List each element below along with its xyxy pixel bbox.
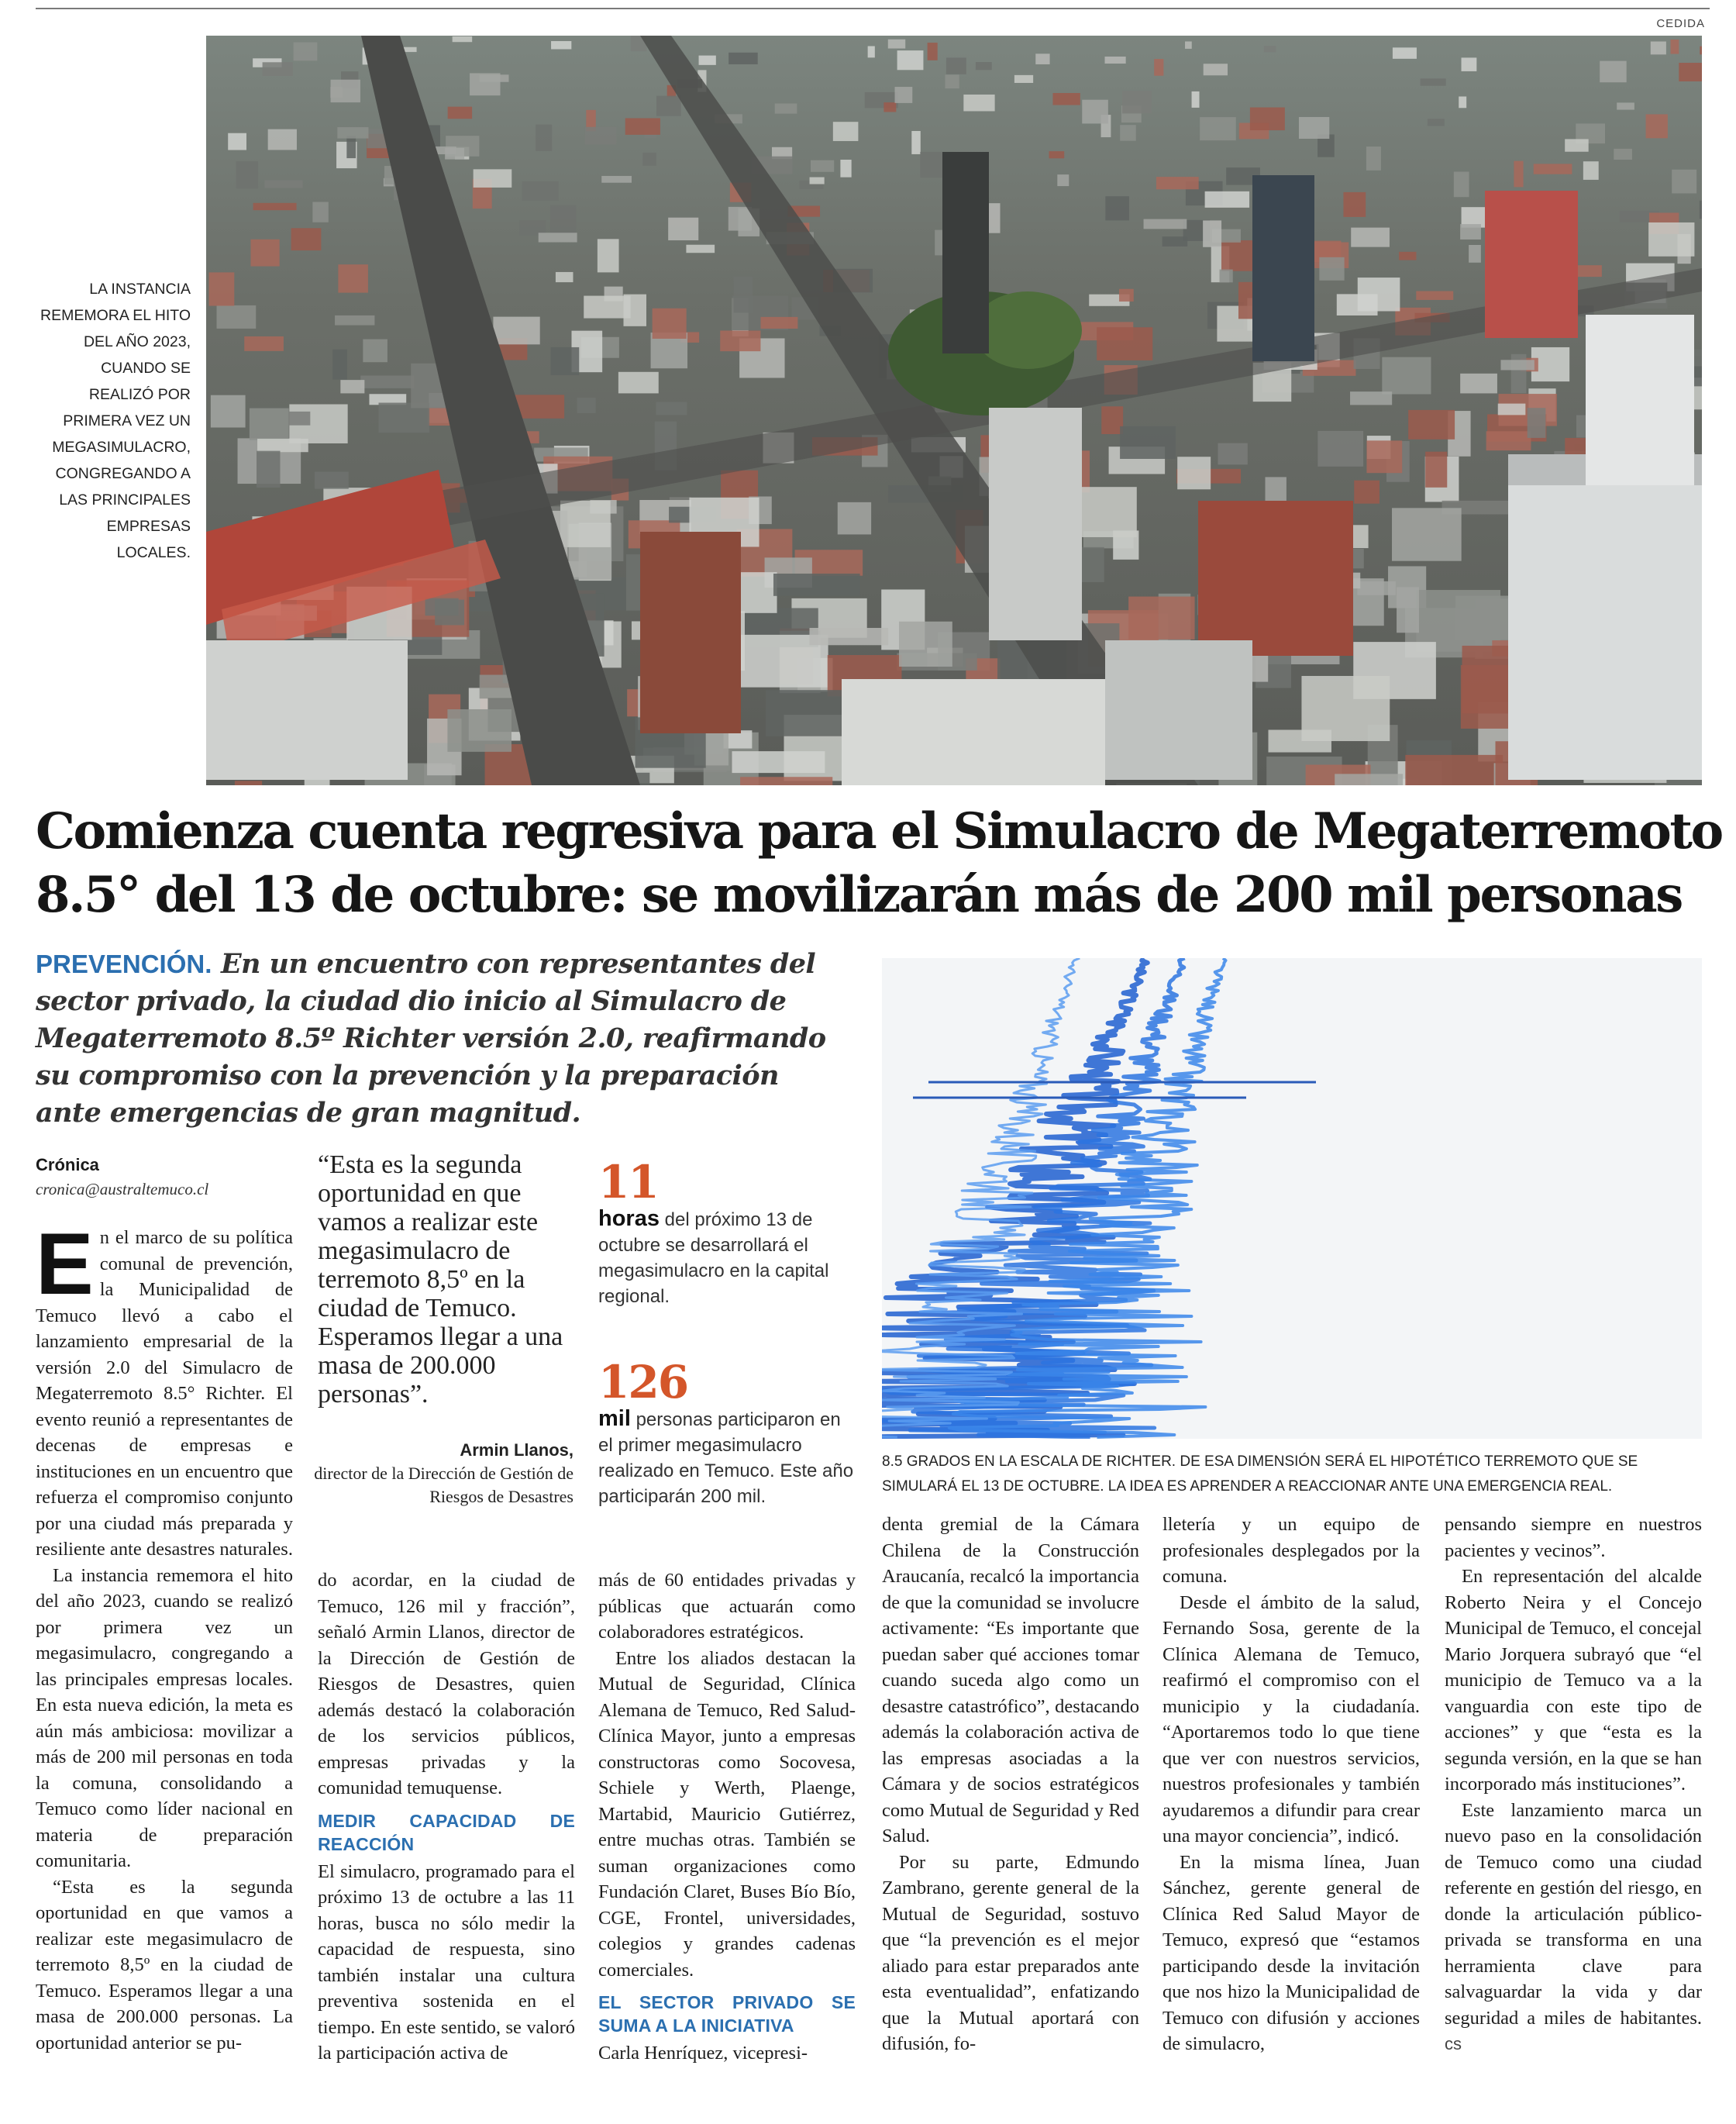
subheading: MEDIR CAPACIDAD DE REACCIÓN: [318, 1810, 575, 1854]
body-paragraph: Por su parte, Edmundo Zambrano, gerente general de la Mutual de Seguridad, sostuvo que “la prevención es el mejor aliado para estar preparados ante esta eventualidad”, enfatizando que la Mutual aportará con difusión, fo-: [882, 1851, 1139, 2054]
city-block: [1343, 192, 1366, 217]
city-block: [1097, 327, 1152, 360]
city-block: [1679, 63, 1702, 81]
city-block: [720, 330, 760, 351]
city-block: [1500, 360, 1534, 370]
city-block: [435, 147, 456, 154]
city-block: [840, 160, 851, 178]
city-block: [1600, 61, 1626, 83]
body-paragraph: Desde el ámbito de la salud, Fernando Sosa, gerente de la Clínica Alemana de Temuco, reafirmó el compromiso con el municipio y la ciudadanía. “Aportaremos todo lo que tiene que ver con nuestros servicios, nuestros profesionales y también ayudaremos a difundir para crear una mayor conciencia”, indicó.: [1162, 1591, 1420, 1846]
city-block: [536, 125, 552, 151]
city-block: [1082, 100, 1108, 124]
city-block: [1670, 40, 1679, 54]
city-block: [1428, 119, 1445, 126]
city-block: [656, 402, 687, 415]
city-block: [1035, 53, 1049, 64]
city-block: [1672, 170, 1696, 194]
city-block: [1204, 64, 1228, 75]
city-block: [1460, 374, 1497, 394]
city-block: [1319, 257, 1344, 281]
city-block: [618, 372, 659, 394]
city-block: [1565, 139, 1588, 151]
body-paragraph: más de 60 entidades privadas y públicas que actuarán como colaboradores estratégicos.: [598, 1570, 856, 1643]
city-block: [425, 598, 459, 615]
aerial-city-photo: [206, 36, 1702, 785]
city-block: [656, 96, 681, 116]
end-mark-icon: cs: [1445, 2034, 1462, 2053]
city-block: [1185, 41, 1192, 48]
seismograph-illustration: [882, 958, 1702, 1439]
city-block: [1144, 219, 1187, 229]
city-block: [1366, 440, 1402, 473]
city-block: [335, 315, 374, 326]
stat-text: horas del próximo 13 de octubre se desarrollará el megasimulacro en la capital regional.: [598, 1206, 829, 1307]
city-block: [1454, 171, 1469, 197]
city-block: [448, 107, 472, 119]
seismograph-photo: [882, 958, 1702, 1439]
city-block: [1392, 508, 1462, 560]
city-block: [584, 296, 630, 319]
city-block: [1192, 91, 1200, 108]
city-block: [1382, 357, 1431, 395]
city-block: [728, 53, 758, 64]
city-block: [1393, 47, 1417, 58]
byline-section: Crónica: [36, 1155, 99, 1174]
city-block: [577, 398, 596, 413]
city-block: [625, 118, 660, 134]
city-block: [1651, 42, 1666, 55]
city-block: [1119, 289, 1134, 302]
city-block: [522, 181, 559, 201]
city-block: [1486, 431, 1531, 450]
city-block: [1301, 676, 1390, 741]
drop-cap: E: [36, 1215, 94, 1312]
city-block: [1128, 597, 1194, 640]
quote-author-role: director de la Dirección de Gestión de Riesgos de Desastres: [314, 1464, 574, 1506]
city-block: [732, 751, 825, 773]
city-block: [346, 136, 356, 158]
body-paragraph: El simulacro, programado para el próximo 13 de octubre a las 11 horas, busca no sólo medir la capacidad de respuesta, sino también instalar una cultura preventiva sostenida en el tiempo. En este sentido, se valoró la participación activa de: [318, 1860, 575, 2064]
city-block: [244, 336, 284, 351]
city-block: [257, 451, 280, 488]
city-block: [728, 207, 752, 231]
city-block: [1105, 196, 1129, 220]
city-block: [453, 36, 473, 42]
city-block: [1350, 391, 1392, 405]
city-block: [235, 781, 262, 785]
city-block: [928, 43, 938, 60]
body-paragraph: La instancia rememora el hito del año 2023, cuando se realizó por primera vez un megasimulacro, congregando a las principales empresas locales. En esta nueva edición, la meta es aún más ambiciosa: movilizar a más de 200 mil personas en toda la comuna, consolidando a Temuco como líder nacional en materia de preparación comunitaria.: [36, 1564, 293, 1871]
city-block: [833, 122, 859, 141]
city-block: [1460, 224, 1481, 240]
city-block: [1220, 270, 1233, 283]
city-block: [331, 80, 360, 102]
city-block: [895, 87, 913, 103]
body-paragraph: Entre los aliados destacan la Mutual de Seguridad, Clínica Alemana de Temuco, Red Salud-Clínica Mayor, junto a empresas constructoras como Socovesa, Schiele y Werth, Plaengе, Martabid, Mauricio Gutiérrez, entre muchas otras. También se suman organizaciones como Fundación Claret, Buses Bío Bío, CGE, Frontel, universidades, colegios y grandes cadenas comerciales.: [598, 1647, 856, 1981]
city-block: [268, 129, 297, 150]
lead-kicker: PREVENCIÓN.: [36, 950, 212, 978]
city-block: [1583, 161, 1599, 180]
city-block: [1614, 149, 1632, 160]
city-block: [601, 176, 632, 183]
headline-line-1: Comienza cuenta regresiva para el Simulacro de Megaterremoto: [36, 802, 1722, 860]
city-block: [1648, 222, 1694, 257]
stat-box-hours: [598, 1158, 854, 1309]
city-block: [642, 153, 656, 166]
city-block: [1203, 220, 1221, 247]
city-block: [480, 74, 509, 81]
city-block: [1205, 191, 1249, 208]
body-paragraph: Carla Henríquez, vicepresi-: [598, 2043, 808, 2064]
city-block: [1335, 774, 1403, 785]
byline: [36, 1153, 315, 1202]
city-block: [1405, 755, 1503, 785]
city-block: [888, 40, 905, 49]
city-block: [773, 574, 860, 596]
city-block: [228, 133, 246, 150]
byline-email[interactable]: cronica@australtemuco.cl: [36, 1180, 209, 1198]
city-block: [1318, 431, 1363, 467]
city-block: [899, 622, 952, 667]
city-block: [294, 43, 318, 61]
city-block: [1528, 408, 1546, 438]
body-column-4: [882, 1512, 1139, 2057]
city-block: [1358, 278, 1400, 311]
city-block: [1177, 457, 1211, 489]
city-block: [1101, 406, 1123, 434]
city-block: [1156, 177, 1199, 189]
body-column-3: [598, 1567, 856, 2067]
body-paragraph: lletería y un equipo de profesionales desplegados por la comuna.: [1162, 1514, 1420, 1587]
body-paragraph: pensando siempre en nuestros pacientes y vecinos”.: [1445, 1514, 1702, 1561]
city-block: [911, 131, 920, 154]
stat-number: 11: [598, 1156, 658, 1209]
city-block: [668, 218, 698, 240]
city-block: [1104, 57, 1125, 64]
pull-quote-attribution: [310, 1439, 574, 1509]
lead-text: En un encuentro con representantes del sector privado, la ciudad dio inicio al Simulacro de Megaterremoto 8.5º Richter versión 2.0, reafirmando su compromiso con la prevención y la preparación ante emergencias de gran magnitud.: [36, 948, 826, 1129]
photo-credit: CEDIDA: [1656, 17, 1705, 30]
city-block: [699, 56, 716, 65]
city-block: [1514, 161, 1523, 188]
body-column-5: [1162, 1512, 1420, 2057]
quote-author: Armin Llanos,: [460, 1440, 574, 1460]
city-block: [211, 395, 246, 428]
city-block: [363, 340, 388, 363]
city-block: [360, 375, 414, 388]
pull-quote: “Esta es la segunda oportunidad en que vamos a realizar este megasimulacro de terremoto 8,5º en la ciudad de Temuco. Esperamos llegar a una masa de 200.000 personas”.: [318, 1150, 563, 1409]
city-block: [209, 272, 235, 305]
stat-number: 126: [598, 1356, 688, 1409]
city-block: [1049, 151, 1065, 158]
city-block: [811, 160, 834, 172]
city-block: [447, 709, 512, 752]
body-column-2: [318, 1567, 575, 2067]
city-block: [250, 409, 289, 440]
city-block: [775, 103, 797, 113]
city-block: [686, 245, 715, 253]
city-block: [250, 240, 279, 267]
city-block: [1459, 96, 1466, 108]
lead-paragraph: [36, 946, 849, 1132]
city-block: [1052, 93, 1080, 105]
city-block: [550, 205, 576, 236]
body-paragraph: En el marco de su política comunal de prevención, la Municipalidad de Temuco llevó a cabo el lanzamiento empresarial de la versión 2.0 del Simulacro de Megaterremoto 8.5° Richter. El evento reunió a representantes de decenas de empresas e instituciones en un encuentro que refuerza el compromiso conjunto por una ciudad más preparada y resiliente ante desastres naturales.: [36, 1215, 293, 1560]
city-block: [337, 127, 368, 139]
city-block: [1120, 426, 1176, 459]
city-block: [809, 628, 888, 645]
headline: [36, 800, 1725, 927]
city-block: [838, 502, 871, 535]
city-block: [1122, 91, 1152, 113]
city-block: [1200, 117, 1236, 140]
city-block: [740, 777, 832, 785]
stat-text: mil personas participaron en el primer megasimulacro realizado en Temuco. Este año participarán 200 mil.: [598, 1406, 854, 1507]
city-block: [598, 239, 619, 272]
city-block: [1416, 291, 1453, 300]
body-paragraph: denta gremial de la Cámara Chilena de la Construcción Araucanía, recalcó la importancia de que la comunidad se involucre activamente: “Es importante que puedan saber qué acciones tomar cuando suceda algo como un desastre catastrófico”, destacando además la colaboración activa de las empresas asociadas a la Cámara y de socios estratégicos como Mutual de Seguridad y Red Salud.: [882, 1514, 1139, 1846]
city-block: [289, 412, 311, 426]
city-block: [253, 203, 297, 210]
city-block: [332, 350, 347, 380]
city-block: [551, 347, 580, 375]
city-block: [653, 309, 687, 339]
city-block: [556, 272, 574, 282]
city-block: [1264, 46, 1276, 52]
city-block: [976, 62, 992, 70]
city-block: [1425, 452, 1447, 488]
city-block: [1421, 78, 1446, 85]
body-paragraph: En representación del alcalde Roberto Neira y el Concejo Municipal de Temuco, el concejal Mario Jorquera subrayó que “el municipio de Temuco va a la vanguardia con este tipo de acciones” y que “esta es la segunda versión, en la que se han incorporado más instituciones”.: [1445, 1566, 1702, 1795]
city-block: [884, 102, 896, 112]
city-block: [1646, 114, 1668, 138]
seismograph-caption: 8.5 GRADOS EN LA ESCALA DE RICHTER. DE ESA DIMENSIÓN SERÁ EL HIPOTÉTICO TERREMOTO QUE SE SIMULARÁ EL 13 DE OCTUBRE. LA IDEA ES APRENDER A REACCIONAR ANTE UNA EMERGENCIA REAL.: [882, 1453, 1638, 1495]
body-column-6: [1445, 1512, 1702, 2057]
city-block: [761, 317, 798, 329]
city-block: [1700, 47, 1702, 55]
subheading: EL SECTOR PRIVADO SE SUMA A LA INICIATIVA: [598, 1992, 856, 2036]
photo-caption: LA INSTANCIA REMEMORA EL HITO DEL AÑO 2023, CUANDO SE REALIZÓ POR PRIMERA VEZ UN MEGASIMULACRO, CONGREGANDO A LAS PRINCIPALES EMPRESAS LOCALES.: [40, 281, 191, 561]
city-block: [1250, 108, 1285, 131]
city-block: [1399, 252, 1416, 260]
city-block: [945, 74, 959, 88]
city-block: [1265, 477, 1286, 501]
city-block: [312, 202, 328, 222]
city-block: [946, 57, 966, 74]
city-block: [1700, 201, 1702, 219]
body-paragraph: do acordar, en la ciudad de Temuco, 126 mil y fracción”, señaló Armin Llanos, director de la Dirección de Gestión de Riesgos de Desastres, quien además destacó la colaboración de los servicios públicos, empresas privadas y la comunidad temuquense.: [318, 1570, 575, 1798]
city-block: [560, 501, 611, 547]
city-block: [1154, 59, 1163, 76]
city-block: [1299, 117, 1329, 139]
city-block: [291, 228, 322, 250]
city-block: [1218, 443, 1247, 465]
city-block: [1057, 174, 1069, 186]
aerial-city-illustration: [206, 36, 1702, 785]
city-block: [1120, 125, 1135, 140]
city-block: [1397, 587, 1419, 633]
city-block: [338, 264, 368, 292]
body-paragraph: En la misma línea, Juan Sánchez, gerente general de Clínica Red Salud Mayor de Temuco, expresó que “estamos participando desde la invitación que nos hizo la Municipalidad de Temuco con difusión y acciones de simulacro,: [1162, 1851, 1420, 2054]
city-block: [1408, 410, 1455, 440]
city-block: [236, 161, 259, 188]
city-block: [585, 127, 617, 145]
city-block: [897, 50, 924, 70]
city-block: [868, 46, 875, 57]
city-block: [1014, 75, 1033, 83]
body-paragraph: “Esta es la segunda oportunidad en que vamos a realizar este megasimulacro de terremoto 8,5º en la ciudad de Temuco. Esperamos llegar a una masa de 200.000 personas. La oportunidad anterior se pu-: [36, 1876, 293, 2053]
city-block: [810, 178, 825, 184]
stat-box-participants: [598, 1358, 854, 1509]
headline-line-2: 8.5° del 13 de octubre: se movilizarán más de 200 mil personas: [36, 866, 1682, 924]
city-block: [264, 180, 302, 188]
body-paragraph: Este lanzamiento marca un nuevo paso en la consolidación de Temuco como una ciudad referente en gestión del riesgo, en donde la articulación público-privada se transforma en una herramienta clave para salvaguardar la vida y dar seguridad a miles de habitantes. cs: [1445, 1799, 1702, 2053]
city-block: [474, 169, 512, 188]
city-block: [1351, 228, 1390, 247]
city-block: [315, 471, 349, 488]
city-block: [340, 380, 364, 393]
city-block: [493, 317, 539, 345]
city-block: [1354, 481, 1380, 504]
city-block: [1462, 57, 1477, 71]
city-block: [1469, 245, 1481, 263]
body-column-1: [36, 1215, 293, 2056]
city-block: [1534, 164, 1572, 174]
city-block: [539, 233, 577, 242]
city-block: [1617, 102, 1634, 109]
top-rule: [36, 8, 1710, 9]
city-block: [1366, 147, 1381, 171]
city-block: [217, 305, 257, 329]
city-block: [263, 62, 293, 76]
city-block: [551, 41, 571, 49]
city-block: [963, 95, 994, 111]
city-block: [1498, 404, 1526, 415]
